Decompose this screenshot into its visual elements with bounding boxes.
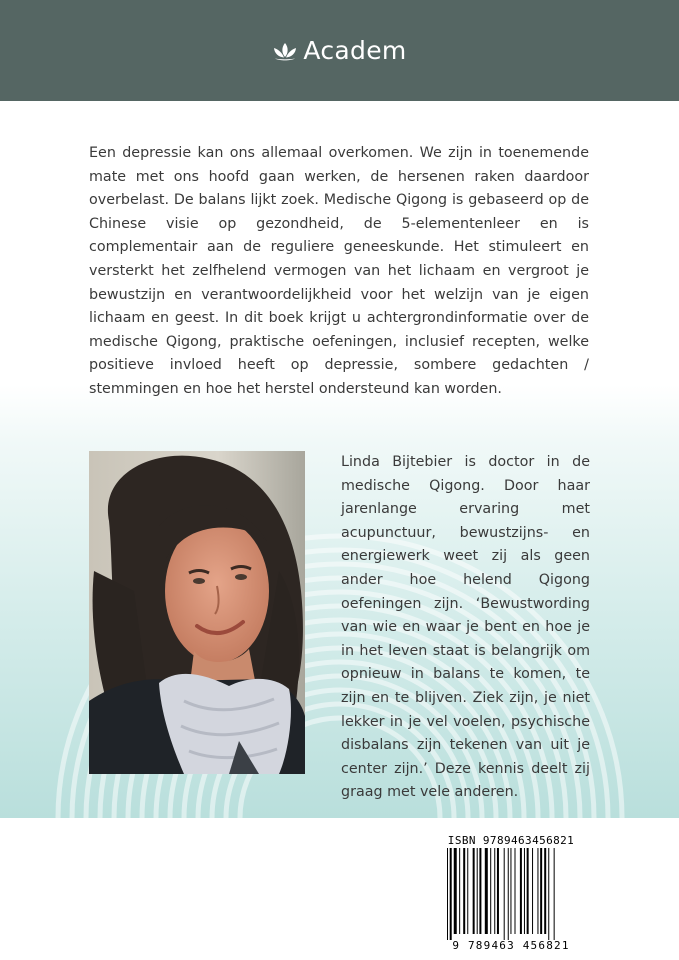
barcode-bar [520, 848, 522, 934]
barcode-bar [510, 848, 511, 934]
barcode-bar [548, 848, 549, 940]
barcode-bar [508, 848, 509, 940]
barcode-bar [504, 848, 505, 940]
barcode-bar [532, 848, 533, 934]
publisher-name: Academ [303, 36, 407, 65]
barcode-bar [537, 848, 538, 934]
isbn-digits: 9 789463 456821 [452, 939, 570, 952]
barcode-bar [554, 848, 555, 940]
barcode-bar [450, 848, 452, 940]
author-photo [89, 451, 305, 774]
barcode-bar [463, 848, 465, 934]
barcode-bar [459, 848, 460, 934]
barcode-bar [497, 848, 499, 934]
barcode-bar [454, 848, 457, 934]
barcode [447, 848, 575, 940]
barcode-bar [477, 848, 478, 934]
barcode-bar [447, 848, 448, 940]
barcode-bar [467, 848, 468, 934]
barcode-bar [544, 848, 546, 934]
barcode-bar [515, 848, 516, 934]
barcode-bar [524, 848, 525, 934]
isbn-label: ISBN 9789463456821 [447, 834, 575, 847]
barcode-bar [494, 848, 495, 934]
barcode-bar [479, 848, 481, 934]
barcode-bar [540, 848, 542, 934]
book-description: Een depressie kan ons allemaal overkomen. We zijn in toenemende mate met ons hoofd gaan werken, de hersenen raken daardoor overbelast. De balans lijkt zoek. Medische Qigong is gebaseerd op de Chinese visie op gezondheid, de 5-elementenleer en is complementair aan de reguliere geneeskunde. Het stimuleert en versterkt het zelfhelend vermogen van het lichaam en vergroot je bewustzijn en verantwoordelijkheid voor het welzijn van je eigen lichaam en geest. In dit boek krijgt u achtergrondinformatie over de medische Qigong, praktische oefeningen, inclusief recepten, welke positieve invloed heeft op depressie, sombere gedachten / stemmingen en hoe het herstel ondersteund kan worden. [89, 145, 589, 397]
author-biography: Linda Bijtebier is doctor in de medische Qigong. Door haar jarenlange ervaring met acupunctuur, bewustzijns- en energiewerk weet zij als geen ander hoe helend Qigong oefeningen zijn. ‘Bewustwording van wie en waar je bent en hoe je in het leven staat is belangrijk om opnieuw in balans te komen, te zijn en te blijven. Ziek zijn, je niet lekker in je vel voelen, psychische disbalans zijn tekenen van uit je center zijn.’ Deze kennis deelt zij graag met vele anderen. [341, 454, 590, 801]
barcode-bar [527, 848, 529, 934]
barcode-bar [490, 848, 491, 934]
barcode-bar [473, 848, 475, 934]
barcode-bar [485, 848, 488, 934]
